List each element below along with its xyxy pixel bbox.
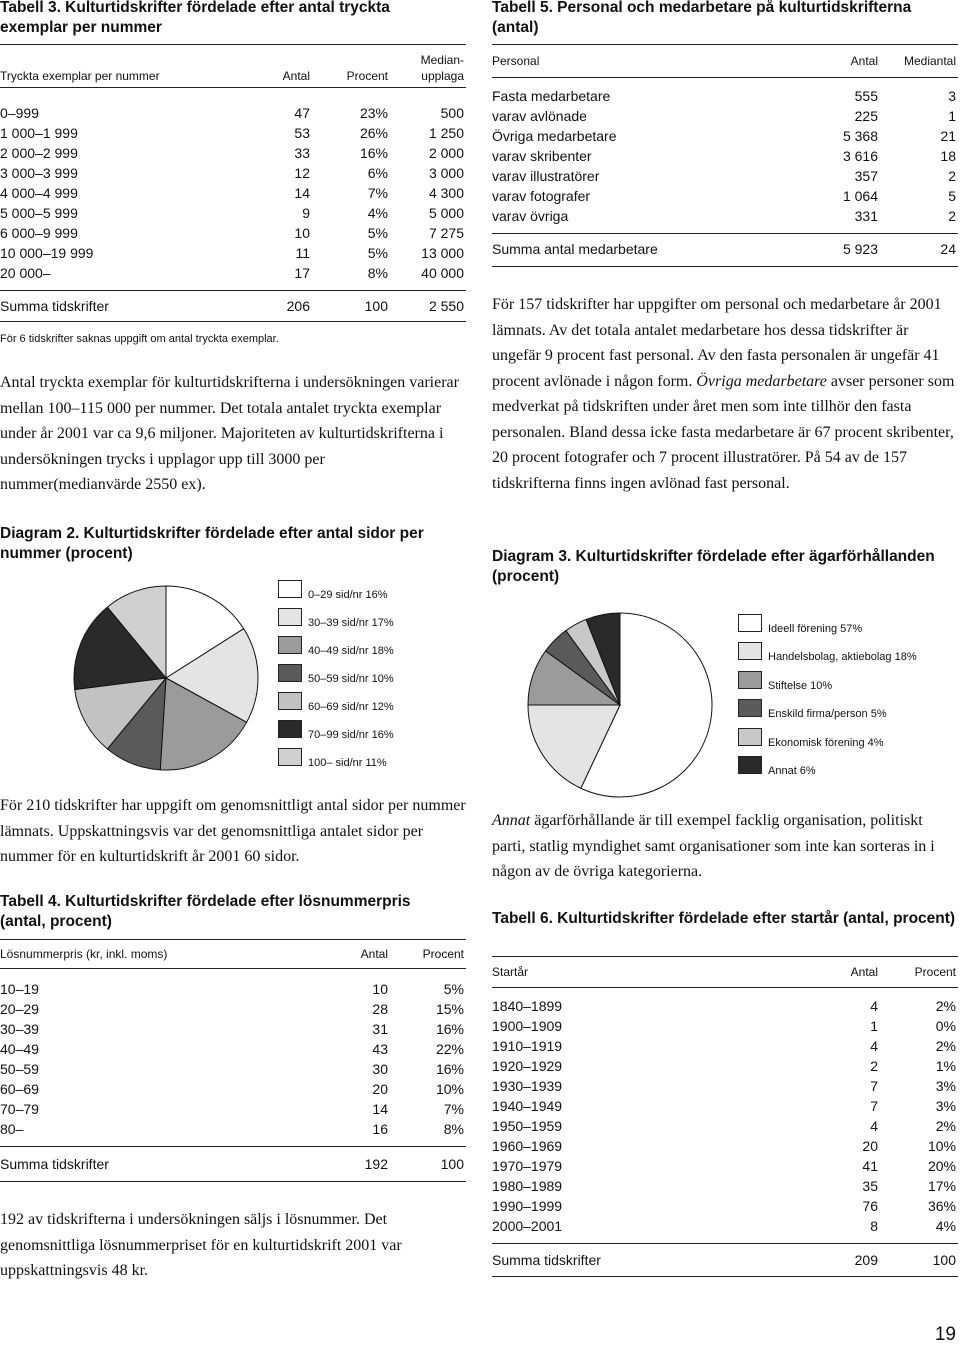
tabell6-row [492,1076,958,1096]
t5-sum-antal: 5 923 [842,241,878,257]
tabell4-cell: 70–79 [0,1101,39,1117]
tabell4-header [0,939,466,969]
tabell5-cell: 5 368 [842,128,878,144]
tabell3-body [0,103,466,283]
tabell5-sum [492,233,958,267]
tabell6-body [492,996,958,1236]
tabell6-cell: 8 [870,1218,878,1234]
tabell5-row [492,126,958,146]
t3-col-antal: Antal [282,69,310,83]
tabell5-row [492,106,958,126]
legend-label-0-3: 50–59 sid/nr 10% [308,673,394,685]
t4-col-pris: Lösnummerpris (kr, inkl. moms) [0,947,168,961]
tabell5-row [492,166,958,186]
tabell5-cell: 555 [854,88,878,104]
paragraph-sidor: För 210 tidskrifter har uppgift om genomsnittligt antal sidor per nummer lämnats. Uppskattningsvis var det genomsnittliga antalet sidor per nummer för en kulturtidskrift år 2001 60 sidor. [0,797,466,865]
tabell6-cell: 1950–1959 [492,1118,563,1134]
tabell6-cell: 1910–1919 [492,1038,563,1054]
tabell4-row [0,1039,466,1059]
tabell6-row [492,1036,958,1056]
tabell5-cell: Fasta medarbetare [492,88,611,104]
tabell3-cell: 17 [294,265,310,281]
tabell4-row [0,1079,466,1099]
tabell3-cell: 53 [294,125,310,141]
tabell4-cell: 10–19 [0,981,39,997]
tabell4-cell: 80– [0,1121,24,1137]
legend-swatch-0-2 [278,636,302,654]
t4-sum-antal: 192 [364,1156,388,1172]
legend-swatch-1-2 [738,671,762,689]
t3-sum-label: Summa tidskrifter [0,298,109,314]
tabell4-row [0,1019,466,1039]
tabell4-cell: 28 [372,1001,388,1017]
tabell5-row [492,186,958,206]
tabell6-cell: 4% [935,1218,956,1234]
tabell6-row [492,996,958,1016]
tabell3-cell: 5% [367,245,388,261]
tabell5-cell: 2 [948,208,956,224]
tabell6-cell: 4 [870,1038,878,1054]
tabell4-cell: 20–29 [0,1001,39,1017]
tabell6-cell: 1 [870,1018,878,1034]
tabell3-row [0,183,466,203]
tabell3-cell: 10 [294,225,310,241]
t5-col-mediantal: Mediantal [903,54,956,68]
tabell6-cell: 1930–1939 [492,1078,563,1094]
tabell3-cell: 23% [359,105,388,121]
tabell5-header [492,44,958,78]
tabell4-row [0,999,466,1019]
tabell6-cell: 2000–2001 [492,1218,563,1234]
tabell5-cell: Övriga medarbetare [492,128,617,144]
legend-swatch-0-5 [278,720,302,738]
t4-sum-label: Summa tidskrifter [0,1156,109,1172]
legend-label-1-4: Ekonomisk förening 4% [768,736,884,749]
tabell4-cell: 20 [372,1081,388,1097]
tabell4-cell: 50–59 [0,1061,39,1077]
tabell3-cell: 14 [294,185,310,201]
tabell5-cell: 18 [940,148,956,164]
tabell4-cell: 7% [443,1101,464,1117]
tabell5-cell: 3 [948,88,956,104]
tabell6-cell: 4 [870,998,878,1014]
tabell6-row [492,1136,958,1156]
diagram2-title: Diagram 2. Kulturtidskrifter fördelade efter antal sidor per nummer (procent) [0,525,424,562]
tabell3-cell: 2 000–2 999 [0,145,78,161]
tabell3-row [0,123,466,143]
tabell6-cell: 20 [862,1138,878,1154]
tabell4-cell: 8% [443,1121,464,1137]
tabell3-cell: 10 000–19 999 [0,245,94,261]
tabell6-cell: 41 [862,1158,878,1174]
t5-sum-label: Summa antal medarbetare [492,241,658,257]
tabell3-cell: 9 [302,205,310,221]
tabell6-cell: 1990–1999 [492,1198,563,1214]
tabell6-row [492,1156,958,1176]
tabell6-cell: 2 [870,1058,878,1074]
page-number: 19 [934,1324,956,1345]
tabell3-cell: 3 000 [428,165,464,181]
tabell4-cell: 14 [372,1101,388,1117]
tabell6-cell: 1920–1929 [492,1058,563,1074]
tabell6-cell: 1900–1909 [492,1018,563,1034]
tabell4-sum [0,1146,466,1182]
tabell6-row [492,1096,958,1116]
t5-sum-mediantal: 24 [940,241,956,257]
tabell6-cell: 1960–1969 [492,1138,563,1154]
legend-label-0-1: 30–39 sid/nr 17% [308,617,394,629]
tabell3-cell: 26% [359,125,388,141]
tabell5-title: Tabell 5. Personal och medarbetare på kulturtidskrifterna (antal) [492,0,912,36]
tabell3-cell: 500 [440,105,464,121]
legend-label-1-2: Stiftelse 10% [768,679,833,692]
t6-col-startar: Startår [492,965,529,979]
tabell6-cell: 1% [935,1058,956,1074]
para5-em: Annat [492,812,531,829]
t6-sum-procent: 100 [932,1252,956,1268]
tabell6-cell: 76 [862,1198,878,1214]
tabell6-cell: 3% [935,1078,956,1094]
tabell6-cell: 17% [927,1178,956,1194]
tabell4-cell: 30–39 [0,1021,39,1037]
diagram3-legend [738,614,958,789]
tabell3-cell: 4% [367,205,388,221]
t5-col-antal: Antal [850,54,878,68]
tabell6-cell: 2% [935,1118,956,1134]
tabell4-cell: 60–69 [0,1081,39,1097]
t4-col-antal: Antal [360,947,388,961]
t6-col-procent: Procent [914,965,956,979]
legend-swatch-0-6 [278,748,302,766]
tabell4-row [0,979,466,999]
legend-label-1-1: Handelsbolag, aktiebolag 18% [768,651,917,664]
t6-sum-antal: 209 [854,1252,878,1268]
legend-swatch-1-4 [738,728,762,746]
tabell5-cell: varav avlönade [492,108,587,124]
tabell6-cell: 1940–1949 [492,1098,563,1114]
tabell5-cell: varav illustratörer [492,168,600,184]
tabell3-cell: 13 000 [421,245,464,261]
tabell5-row [492,206,958,226]
tabell5-row [492,86,958,106]
legend-label-0-6: 100– sid/nr 11% [308,757,387,769]
para4a: För 157 tidskrifter har uppgifter om personal och medarbetare år 2001 lämnats. Av det totala antalet medarbetare hos dessa tidskrifter är ungefär 9 procent fast personal. Av den fasta personalen är ungefär 41 procent avlönade i någon form. [492,296,942,390]
tabell5-cell: 225 [854,108,878,124]
tabell6-cell: 36% [927,1198,956,1214]
tabell3-cell: 16% [359,145,388,161]
t6-col-antal: Antal [850,965,878,979]
tabell3-cell: 1 250 [428,125,464,141]
t3-sum-median: 2 550 [428,298,464,314]
tabell4-body [0,979,466,1139]
tabell4-row [0,1099,466,1119]
tabell3-row [0,143,466,163]
tabell3-cell: 6% [367,165,388,181]
tabell5-cell: 21 [940,128,956,144]
tabell6-cell: 10% [927,1138,956,1154]
para5: ägarförhållande är till exempel facklig organisation, politiskt parti, statlig myndighet samt organisationer som inte kan sorteras in i någon av de övriga kategorierna. [492,812,935,880]
tabell5-cell: 5 [948,188,956,204]
t3-col-median-1: Median- [420,53,464,67]
tabell3-cell: 7% [367,185,388,201]
legend-label-1-3: Enskild firma/person 5% [768,708,887,721]
tabell3-row [0,163,466,183]
tabell6-cell: 1980–1989 [492,1178,563,1194]
legend-swatch-0-1 [278,608,302,626]
tabell5-cell: 331 [854,208,878,224]
t6-sum-label: Summa tidskrifter [492,1252,601,1268]
legend-swatch-1-5 [738,756,762,774]
diagram3-title: Diagram 3. Kulturtidskrifter fördelade efter ägarförhållanden (procent) [492,548,935,585]
tabell4-cell: 22% [435,1041,464,1057]
legend-swatch-1-0 [738,614,762,632]
tabell5-row [492,146,958,166]
tabell6-row [492,1056,958,1076]
tabell4-cell: 10% [435,1081,464,1097]
legend-label-0-4: 60–69 sid/nr 12% [308,701,394,713]
t5-col-personal: Personal [492,54,540,68]
tabell3-cell: 33 [294,145,310,161]
tabell3-cell: 47 [294,105,310,121]
tabell3-row [0,223,466,243]
tabell6-cell: 7 [870,1078,878,1094]
tabell6-row [492,1216,958,1236]
diagram2-pie [0,585,270,775]
legend-label-0-0: 0–29 sid/nr 16% [308,589,388,601]
tabell3-cell: 3 000–3 999 [0,165,78,181]
tabell3-cell: 4 000–4 999 [0,185,78,201]
tabell4-title: Tabell 4. Kulturtidskrifter fördelade efter lösnummerpris (antal, procent) [0,893,411,930]
tabell5-cell: 3 616 [842,148,878,164]
legend-label-0-2: 40–49 sid/nr 18% [308,645,394,657]
tabell6-row [492,1196,958,1216]
tabell5-cell: 1 064 [842,188,878,204]
para4-em: Övriga medarbetare [696,372,827,390]
tabell3-cell: 5% [367,225,388,241]
t3-sum-procent: 100 [364,298,388,314]
tabell5-cell: varav fotografer [492,188,591,204]
t3-col-procent: Procent [346,69,388,83]
tabell6-cell: 4 [870,1118,878,1134]
legend-label-1-5: Annat 6% [768,765,816,777]
legend-swatch-1-1 [738,642,762,660]
tabell6-sum [492,1243,958,1277]
tabell3-cell: 11 [295,245,310,261]
tabell3-cell: 1 000–1 999 [0,125,78,141]
legend-swatch-0-3 [278,664,302,682]
tabell4-cell: 31 [372,1021,388,1037]
paragraph-personal [492,292,958,496]
tabell6-row [492,1116,958,1136]
tabell4-cell: 10 [372,981,388,997]
tabell6-cell: 1970–1979 [492,1158,563,1174]
t3-col-range: Tryckta exemplar per nummer [0,69,160,83]
legend-label-0-5: 70–99 sid/nr 16% [308,729,394,741]
diagram3-pie [520,612,720,802]
legend-swatch-1-3 [738,699,762,717]
tabell4-cell: 30 [372,1061,388,1077]
tabell6-title: Tabell 6. Kulturtidskrifter fördelade efter startår (antal, procent) [492,910,956,927]
legend-label-1-0: Ideell förening 57% [768,623,863,635]
tabell3-cell: 7 275 [428,225,464,241]
tabell6-cell: 1840–1899 [492,998,563,1014]
tabell6-cell: 0% [935,1018,956,1034]
t4-col-procent: Procent [422,947,464,961]
legend-swatch-0-4 [278,692,302,710]
t3-col-median-2: upplaga [421,69,464,83]
paragraph-tryckta-exemplar: Antal tryckta exemplar för kulturtidskrifterna i undersökningen varierar mellan 100–115 000 per nummer. Det totala antalet tryckta exemplar under år 2001 var ca 9,6 miljoner. Majoriteten av kulturtidskrifterna i undersökningen trycks i upplagor upp till 3000 per nummer(medianvärde 2550 ex). [0,374,459,493]
tabell5-cell: varav övriga [492,208,569,224]
tabell3-cell: 8% [367,265,388,281]
tabell6-cell: 35 [862,1178,878,1194]
tabell6-header [492,956,958,988]
tabell6-row [492,1016,958,1036]
tabell3-cell: 6 000–9 999 [0,225,78,241]
tabell3-header [0,44,466,88]
tabell3-cell: 20 000– [0,265,51,281]
tabell3-row [0,263,466,283]
tabell4-cell: 15% [435,1001,464,1017]
tabell4-cell: 43 [372,1041,388,1057]
tabell6-cell: 7 [870,1098,878,1114]
tabell3-cell: 5 000 [428,205,464,221]
tabell3-cell: 2 000 [428,145,464,161]
tabell3-cell: 0–999 [0,105,39,121]
tabell5-cell: 357 [854,168,878,184]
paragraph-annat [492,808,958,885]
tabell6-cell: 2% [935,1038,956,1054]
tabell4-row [0,1119,466,1139]
tabell4-cell: 16% [435,1021,464,1037]
tabell4-cell: 16% [435,1061,464,1077]
paragraph-losnummer: 192 av tidskrifterna i undersökningen säljs i lösnummer. Det genomsnittliga lösnummerpriset för en kulturtidskrift 2001 var uppskattningsvis 48 kr. [0,1211,402,1279]
tabell3-cell: 40 000 [421,265,464,281]
para4b: avser personer som medverkat på tidskriften under året men som inte tillhör den fasta personalen. Bland dessa icke fasta medarbetare är 67 procent skribenter, 20 procent fotografer och 7 procent illustratörer. På 54 av de 157 tidskrifterna finns ingen avlönad fast personal. [492,372,955,492]
tabell4-cell: 5% [443,981,464,997]
tabell6-cell: 20% [927,1158,956,1174]
tabell6-cell: 2% [935,998,956,1014]
tabell3-cell: 12 [294,165,310,181]
tabell4-cell: 16 [372,1121,388,1137]
diagram2-legend [278,580,468,780]
tabell6-cell: 3% [935,1098,956,1114]
t4-sum-procent: 100 [440,1156,464,1172]
legend-swatch-0-0 [278,580,302,598]
tabell4-row [0,1059,466,1079]
tabell5-body [492,86,958,226]
tabell3-row [0,103,466,123]
tabell5-cell: varav skribenter [492,148,592,164]
tabell3-row [0,243,466,263]
tabell5-cell: 2 [948,168,956,184]
tabell6-row [492,1176,958,1196]
tabell4-cell: 40–49 [0,1041,39,1057]
tabell3-row [0,203,466,223]
tabell3-cell: 5 000–5 999 [0,205,78,221]
tabell3-title: Tabell 3. Kulturtidskrifter fördelade efter antal tryckta exemplar per nummer [0,0,390,36]
tabell3-sum [0,290,466,322]
tabell3-note: För 6 tidskrifter saknas uppgift om antal tryckta exemplar. [0,333,279,345]
t3-sum-antal: 206 [286,298,310,314]
tabell3-cell: 4 300 [428,185,464,201]
tabell5-cell: 1 [948,108,956,124]
